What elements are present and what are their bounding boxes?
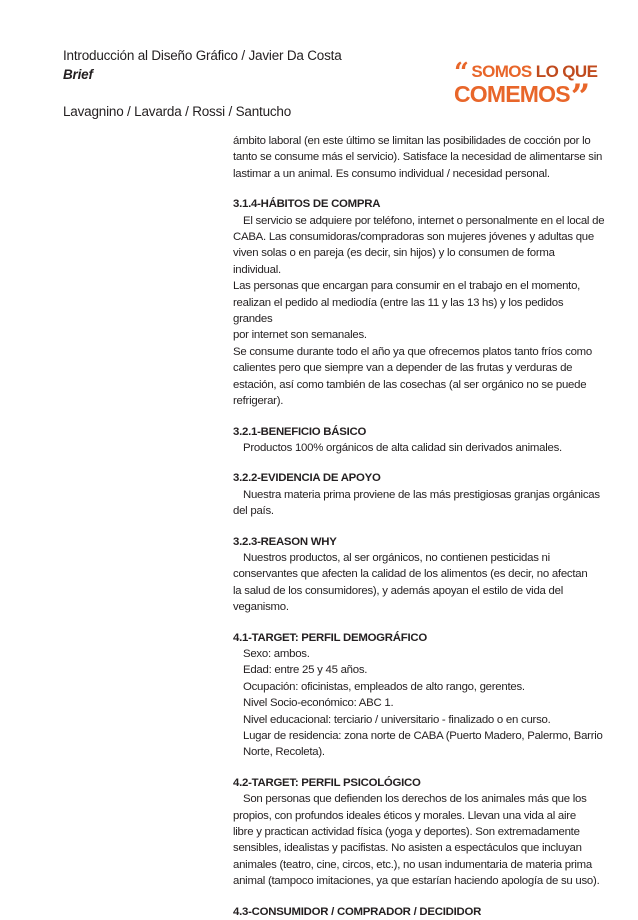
section-title: 3.2.1-BENEFICIO BÁSICO [233,425,367,438]
section-habitos [233,196,605,409]
logo-line-2 [454,77,590,117]
section-title: 3.2.2-EVIDENCIA DE APOYO [233,472,381,485]
demographic-list [233,646,605,761]
section-beneficio [233,424,605,457]
logo-word-somos: SOMOS [471,62,532,81]
authors: Lavagnino / Lavarda / Rossi / Santucho [63,104,292,119]
list-item: Edad: entre 25 y 45 años. [243,664,368,677]
list-item: Nivel educacional: terciario / universitario - finalizado o en curso. [243,713,551,726]
section-evidencia [233,470,605,519]
section-title: 4.2-TARGET: PERFIL PSICOLÓGICO [233,776,421,789]
logo-quote-close: ” [570,77,590,117]
section-reason-why [233,534,605,616]
list-item: Nivel Socio-económico: ABC 1. [243,697,394,710]
section-title: 4.3-CONSUMIDOR / COMPRADOR / DECIDIDOR [233,905,482,918]
course-title: Introducción al Diseño Gráfico / Javier Da Costa [63,48,342,63]
section-paragraph: El servicio se adquiere por teléfono, internet o personalmente en el local de CABA. Las consumidoras/compradoras son mujeres jóvenes y adultas que viven solas o en pareja (es decir, sin hijos) y lo consumen de forma individual. Las personas que encargan para consumir en el trabajo en el momento, realizan el pedido al mediodía (entre las 11 y las 13 hs) y los pedidos grandes por internet son semanales. Se consume durante todo el año ya que ofrecemos platos tanto fríos como calientes pero que siempre van a depender de las frutas y verduras de estación, así como también de las cosechas (al ser orgánico no se puede refrigerar). [233,214,605,408]
section-consumidor [233,904,605,920]
list-item: Norte, Recoleta). [243,746,325,759]
section-perfil-demografico [233,630,605,761]
document-header [63,47,342,121]
section-paragraph: Son personas que defienden los derechos de los animales más que los propios, con profundos ideales éticos y morales. Llevan una vida al aire libre y practican actividad física (yoga y deportes). Son extremadamente sensibles, idealistas y pacifistas. No asisten a espectáculos que incluyan animales (teatro, cine, circos, etc.), no usan indumentaria de materia prima animal (tampoco imitaciones, ya que estarían haciendo apología de su uso). [233,793,600,888]
document-type: Brief [63,67,93,82]
section-paragraph: Nuestra materia prima proviene de las más prestigiosas granjas orgánicas del país. [233,488,600,518]
logo-words-lo-que: LO QUE [531,62,598,81]
list-item: Sexo: ambos. [243,647,310,660]
intro-paragraph: ámbito laboral (en este último se limitan las posibilidades de cocción por lo tanto se consume más el servicio). Satisface la necesidad de alimentarse sin lastimar a un animal. Es consumo individual / necesidad personal. [233,135,603,180]
brand-logo [452,58,602,117]
section-paragraph: Productos 100% orgánicos de alta calidad sin derivados animales. [243,441,562,454]
section-title: 3.1.4-HÁBITOS DE COMPRA [233,198,381,211]
logo-quote-open: “ [454,58,469,88]
section-perfil-psicologico [233,775,605,890]
logo-word-comemos: COMEMOS [454,81,570,107]
body-text [233,133,605,920]
section-title: 3.2.3-REASON WHY [233,535,337,548]
section-paragraph: Nuestros productos, al ser orgánicos, no contienen pesticidas ni conservantes que afecten la calidad de los alimentos (es decir, no afectan la salud de los consumidores), y además apoyan el estilo de vida del veganismo. [233,551,588,614]
section-title: 4.1-TARGET: PERFIL DEMOGRÁFICO [233,631,427,644]
list-item: Lugar de residencia: zona norte de CABA (Puerto Madero, Palermo, Barrio [243,730,603,742]
list-item: Ocupación: oficinistas, empleados de alto rango, gerentes. [243,680,525,693]
